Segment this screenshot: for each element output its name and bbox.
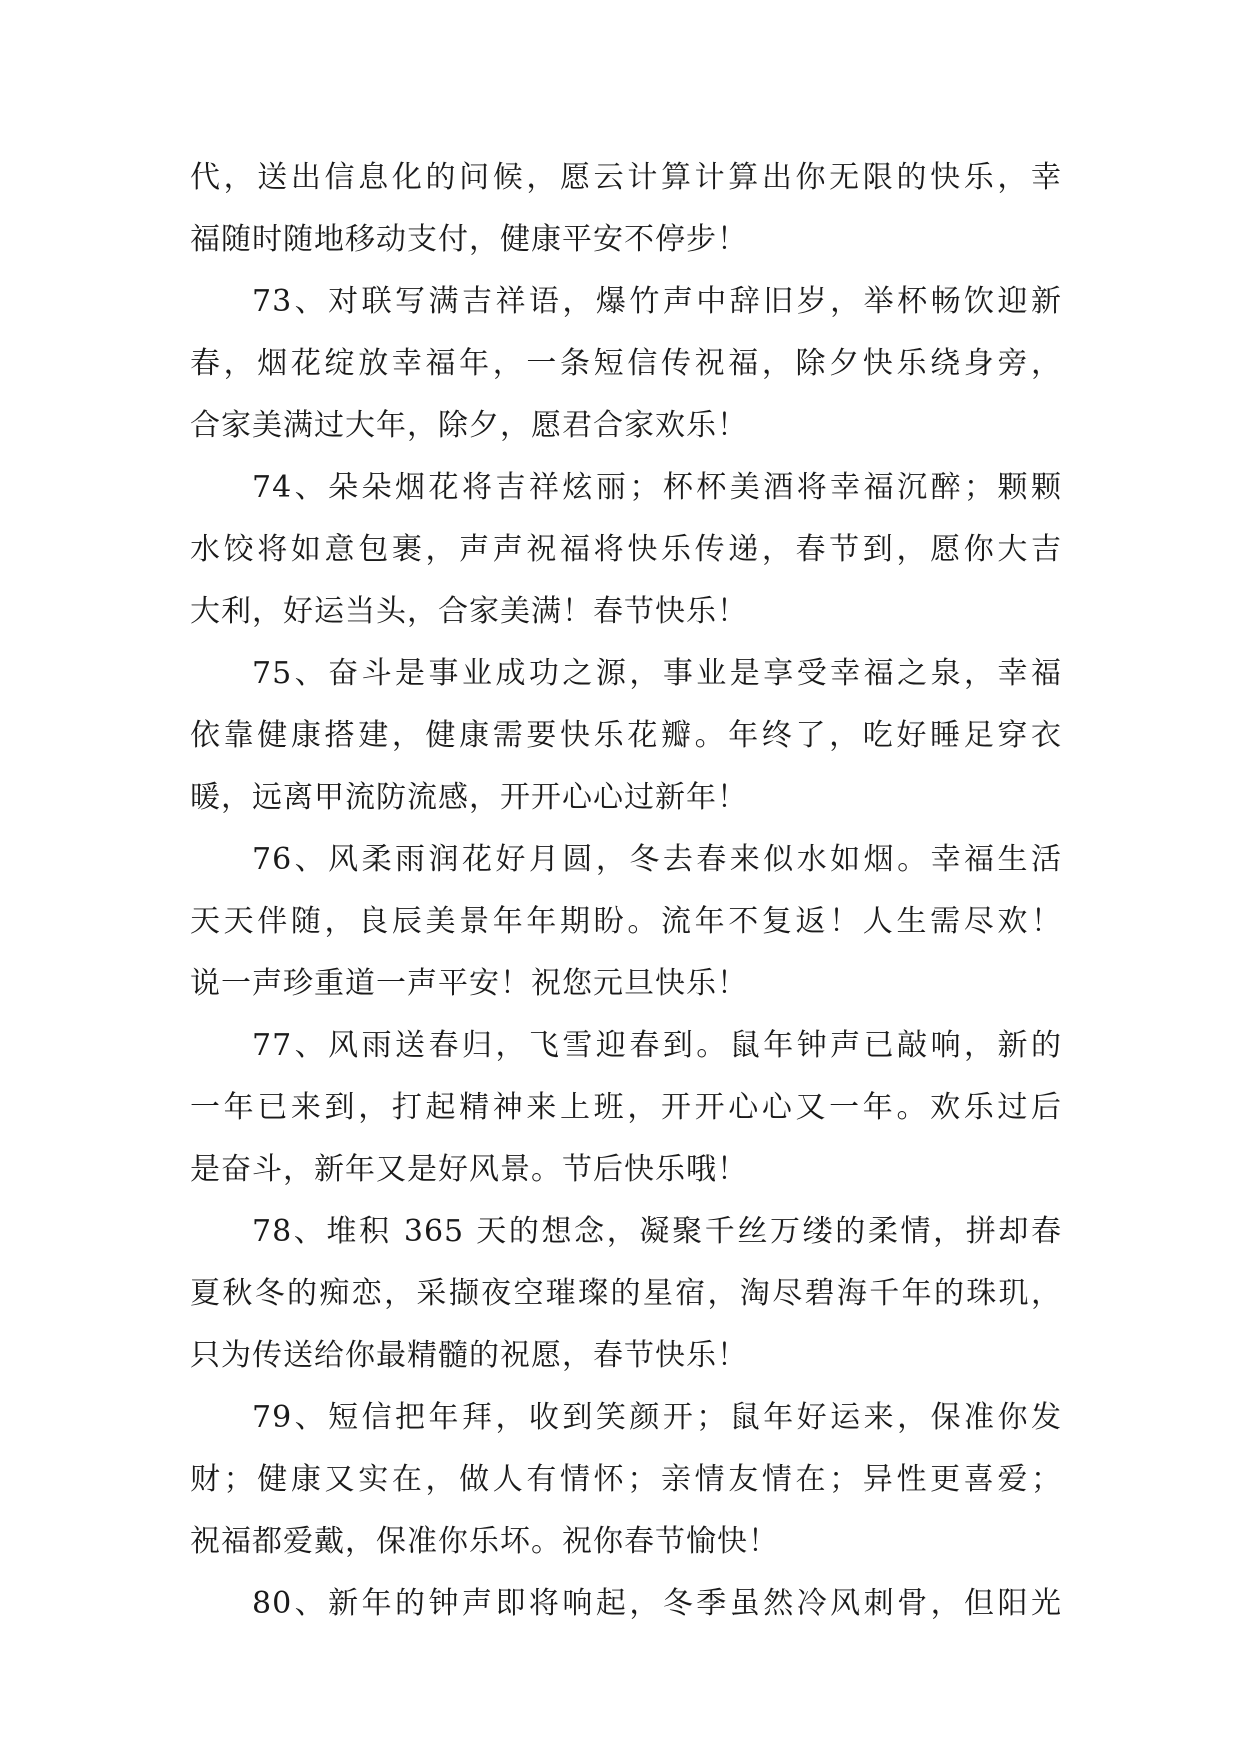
text-line: 一年已来到，打起精神来上班，开开心心又一年。欢乐过后 (190, 1090, 1062, 1125)
text-line: 代，送出信息化的问候，愿云计算计算出你无限的快乐，幸 (190, 160, 1062, 195)
text-line: 夏秋冬的痴恋，采撷夜空璀璨的星宿，淘尽碧海千年的珠玑， (190, 1276, 1062, 1311)
text-line: 财；健康又实在，做人有情怀；亲情友情在；异性更喜爱； (190, 1462, 1062, 1497)
paragraph-77-line: 77、风雨送春归，飞雪迎春到。鼠年钟声已敲响，新的 (252, 1028, 1062, 1063)
text-line: 是奋斗，新年又是好风景。节后快乐哦！ (190, 1152, 748, 1187)
text-line: 春，烟花绽放幸福年，一条短信传祝福，除夕快乐绕身旁， (190, 346, 1062, 381)
paragraph-73-line: 73、对联写满吉祥语，爆竹声中辞旧岁，举杯畅饮迎新 (252, 284, 1062, 319)
text-line: 只为传送给你最精髓的祝愿，春节快乐！ (190, 1338, 748, 1373)
text-line: 合家美满过大年，除夕，愿君合家欢乐！ (190, 408, 748, 443)
text-line: 说一声珍重道一声平安！祝您元旦快乐！ (190, 966, 748, 1001)
paragraph-79-line: 79、短信把年拜，收到笑颜开；鼠年好运来，保准你发 (252, 1400, 1062, 1435)
paragraph-75-line: 75、奋斗是事业成功之源，事业是享受幸福之泉，幸福 (252, 656, 1062, 691)
document-body (190, 158, 1062, 1646)
text-line: 祝福都爱戴，保准你乐坏。祝你春节愉快！ (190, 1524, 779, 1559)
text-line: 暖，远离甲流防流感，开开心心过新年！ (190, 780, 748, 815)
paragraph-74-line: 74、朵朵烟花将吉祥炫丽；杯杯美酒将幸福沉醉；颗颗 (252, 470, 1062, 505)
paragraph-76-line: 76、风柔雨润花好月圆，冬去春来似水如烟。幸福生活 (252, 842, 1062, 877)
text-line: 天天伴随，良辰美景年年期盼。流年不复返！人生需尽欢！ (190, 904, 1062, 939)
text-line: 依靠健康搭建，健康需要快乐花瓣。年终了，吃好睡足穿衣 (190, 718, 1062, 753)
text-line: 大利，好运当头，合家美满！春节快乐！ (190, 594, 748, 629)
text-line: 福随时随地移动支付，健康平安不停步！ (190, 222, 748, 257)
paragraph-80-line: 80、新年的钟声即将响起，冬季虽然冷风刺骨，但阳光 (252, 1586, 1062, 1621)
text-line: 水饺将如意包裹，声声祝福将快乐传递，春节到，愿你大吉 (190, 532, 1062, 567)
paragraph-78-line: 78、堆积 365 天的想念，凝聚千丝万缕的柔情，拼却春 (252, 1214, 1062, 1249)
